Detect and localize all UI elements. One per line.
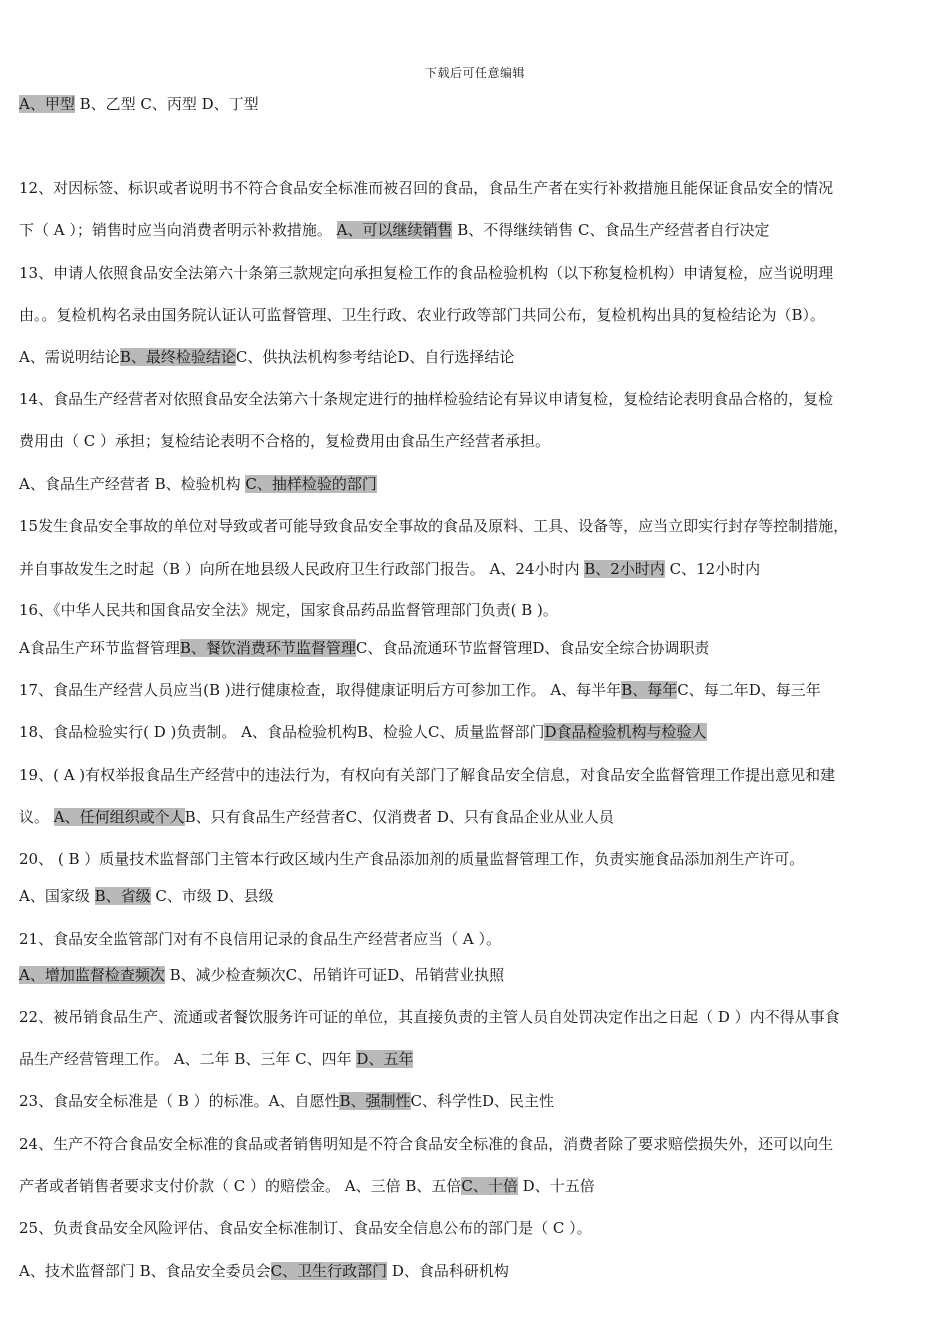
highlighted-answer: A、可以继续销售 — [336, 221, 453, 239]
text-segment: 议。 — [19, 808, 54, 826]
highlighted-answer: A、任何组织或个人 — [53, 808, 185, 826]
text-line — [19, 347, 514, 367]
highlighted-answer: D、五年 — [356, 1050, 414, 1068]
text-line — [19, 1176, 595, 1196]
text-segment: 18、食品检验实行( D )负责制。 A、食品检验机构B、检验人C、质量监督部门 — [19, 723, 545, 741]
text-line — [19, 638, 709, 658]
text-segment: 17、食品生产经营人员应当(B )进行健康检查，取得健康证明后方可参加工作。 A、每半年 — [19, 681, 622, 699]
highlighted-answer: C、十倍 — [461, 1177, 518, 1195]
text-segment: C、食品流通环节监督管理D、食品安全综合协调职责 — [355, 639, 710, 657]
text-segment: D、十五倍 — [517, 1177, 595, 1195]
text-segment: 23、食品安全标准是（ B ）的标准。A、自愿性 — [19, 1092, 340, 1110]
text-segment: 21、食品安全监管部门对有不良信用记录的食品生产经营者应当（ A ）。 — [19, 930, 501, 948]
text-segment: C、12小时内 — [664, 560, 761, 578]
text-segment: 品生产经营管理工作。 A、二年 B、三年 C、四年 — [19, 1050, 357, 1068]
text-segment: 22、被吊销食品生产、流通或者餐饮服务许可证的单位，其直接负责的主管人员自处罚决定作出之日起（ D ）内不得从事食 — [19, 1008, 840, 1026]
text-segment: A、食品生产经营者 B、检验机构 — [19, 475, 246, 493]
text-line — [19, 263, 833, 283]
text-segment: A、国家级 — [19, 887, 95, 905]
highlighted-answer: A、甲型 — [19, 95, 75, 113]
text-segment: 由。。复检机构名录由国务院认证认可监督管理、卫生行政、农业行政等部门共同公布，复检机构出具的复检结论为（B）。 — [19, 306, 826, 324]
text-line — [19, 929, 501, 949]
text-segment: C、市级 D、县级 — [150, 887, 274, 905]
highlighted-answer: C、抽样检验的部门 — [245, 475, 377, 493]
text-segment: A、技术监督部门 B、食品安全委员会 — [19, 1262, 271, 1280]
text-segment: 下（ A ）；销售时应当向消费者明示补救措施。 — [19, 221, 337, 239]
text-segment: 24、生产不符合食品安全标准的食品或者销售明知是不符合食品安全标准的食品，消费者除了要求赔偿损失外，还可以向生 — [19, 1135, 834, 1153]
text-line — [19, 1049, 413, 1069]
text-line — [19, 305, 825, 325]
text-line — [19, 965, 504, 985]
text-line — [19, 431, 550, 451]
text-line — [19, 600, 558, 620]
highlighted-answer: B、强制性 — [339, 1092, 411, 1110]
text-segment: B、不得继续销售 C、食品生产经营者自行决定 — [452, 221, 770, 239]
text-line — [19, 680, 821, 700]
page-header: 下载后可任意编辑 — [424, 66, 525, 80]
text-segment: 20、 ( B ）质量技术监督部门主管本行政区域内生产食品添加剂的质量监督管理工作，负责实施食品添加剂生产许可。 — [19, 850, 805, 868]
highlighted-answer: C、卫生行政部门 — [270, 1262, 388, 1280]
text-line — [19, 94, 259, 114]
text-line — [19, 178, 833, 198]
highlighted-answer: B、省级 — [94, 887, 151, 905]
text-line — [19, 474, 377, 494]
text-segment: C、供执法机构参考结论D、自行选择结论 — [235, 348, 515, 366]
text-segment: 13、申请人依照食品安全法第六十条第三款规定向承担复检工作的食品检验机构（以下称复检机构）申请复检，应当说明理 — [19, 264, 834, 282]
text-segment: 15发生食品安全事故的单位对导致或者可能导致食品安全事故的食品及原料、工具、设备等，应当立即实行封存等控制措施， — [19, 517, 849, 535]
text-line — [19, 389, 833, 409]
text-line — [19, 849, 804, 869]
text-segment: 14、食品生产经营者对依照食品安全法第六十条规定进行的抽样检验结论有异议申请复检，复检结论表明食品合格的，复检 — [19, 390, 834, 408]
text-segment: B、只有食品生产经营者C、仅消费者 D、只有食品企业从业人员 — [184, 808, 614, 826]
text-line — [19, 722, 707, 742]
highlighted-answer: B、每年 — [621, 681, 678, 699]
highlighted-answer: B、最终检验结论 — [119, 348, 236, 366]
text-line — [19, 1091, 554, 1111]
text-segment: 并自事故发生之时起（B ）向所在地县级人民政府卫生行政部门报告。 A、24小时内 — [19, 560, 585, 578]
text-line — [19, 765, 835, 785]
text-segment: A、需说明结论 — [19, 348, 120, 366]
text-segment: B、乙型 C、丙型 D、丁型 — [74, 95, 259, 113]
text-segment: 费用由（ C ）承担；复检结论表明不合格的，复检费用由食品生产经营者承担。 — [19, 432, 551, 450]
text-segment: 产者或者销售者要求支付价款（ C ）的赔偿金。 A、三倍 B、五倍 — [19, 1177, 462, 1195]
text-segment: D、食品科研机构 — [387, 1262, 509, 1280]
text-line — [19, 807, 614, 827]
text-line — [19, 559, 760, 579]
text-line — [19, 516, 848, 536]
text-line — [19, 220, 770, 240]
text-line — [19, 1007, 840, 1027]
highlighted-answer: B、2小时内 — [584, 560, 665, 578]
text-segment: C、科学性D、民主性 — [410, 1092, 555, 1110]
text-segment: 19、( A )有权举报食品生产经营中的违法行为，有权向有关部门了解食品安全信息，对食品安全监督管理工作提出意见和建 — [19, 766, 836, 784]
text-line — [19, 886, 274, 906]
text-line — [19, 1134, 833, 1154]
text-line — [19, 1218, 592, 1238]
text-segment: A食品生产环节监督管理 — [19, 639, 180, 657]
highlighted-answer: D食品检验机构与检验人 — [544, 723, 707, 741]
highlighted-answer: A、增加监督检查频次 — [19, 966, 165, 984]
text-segment: C、每二年D、每三年 — [677, 681, 821, 699]
text-segment: 25、负责食品安全风险评估、食品安全标准制订、食品安全信息公布的部门是（ C ）。 — [19, 1219, 592, 1237]
text-segment: 12、对因标签、标识或者说明书不符合食品安全标准而被召回的食品，食品生产者在实行补救措施且能保证食品安全的情况 — [19, 179, 834, 197]
highlighted-answer: B、餐饮消费环节监督管理 — [179, 639, 356, 657]
text-segment: 16、《中华人民共和国食品安全法》规定，国家食品药品监督管理部门负责( B )。 — [19, 601, 558, 619]
text-line — [19, 1261, 509, 1281]
text-segment: B、减少检查频次C、吊销许可证D、吊销营业执照 — [164, 966, 505, 984]
